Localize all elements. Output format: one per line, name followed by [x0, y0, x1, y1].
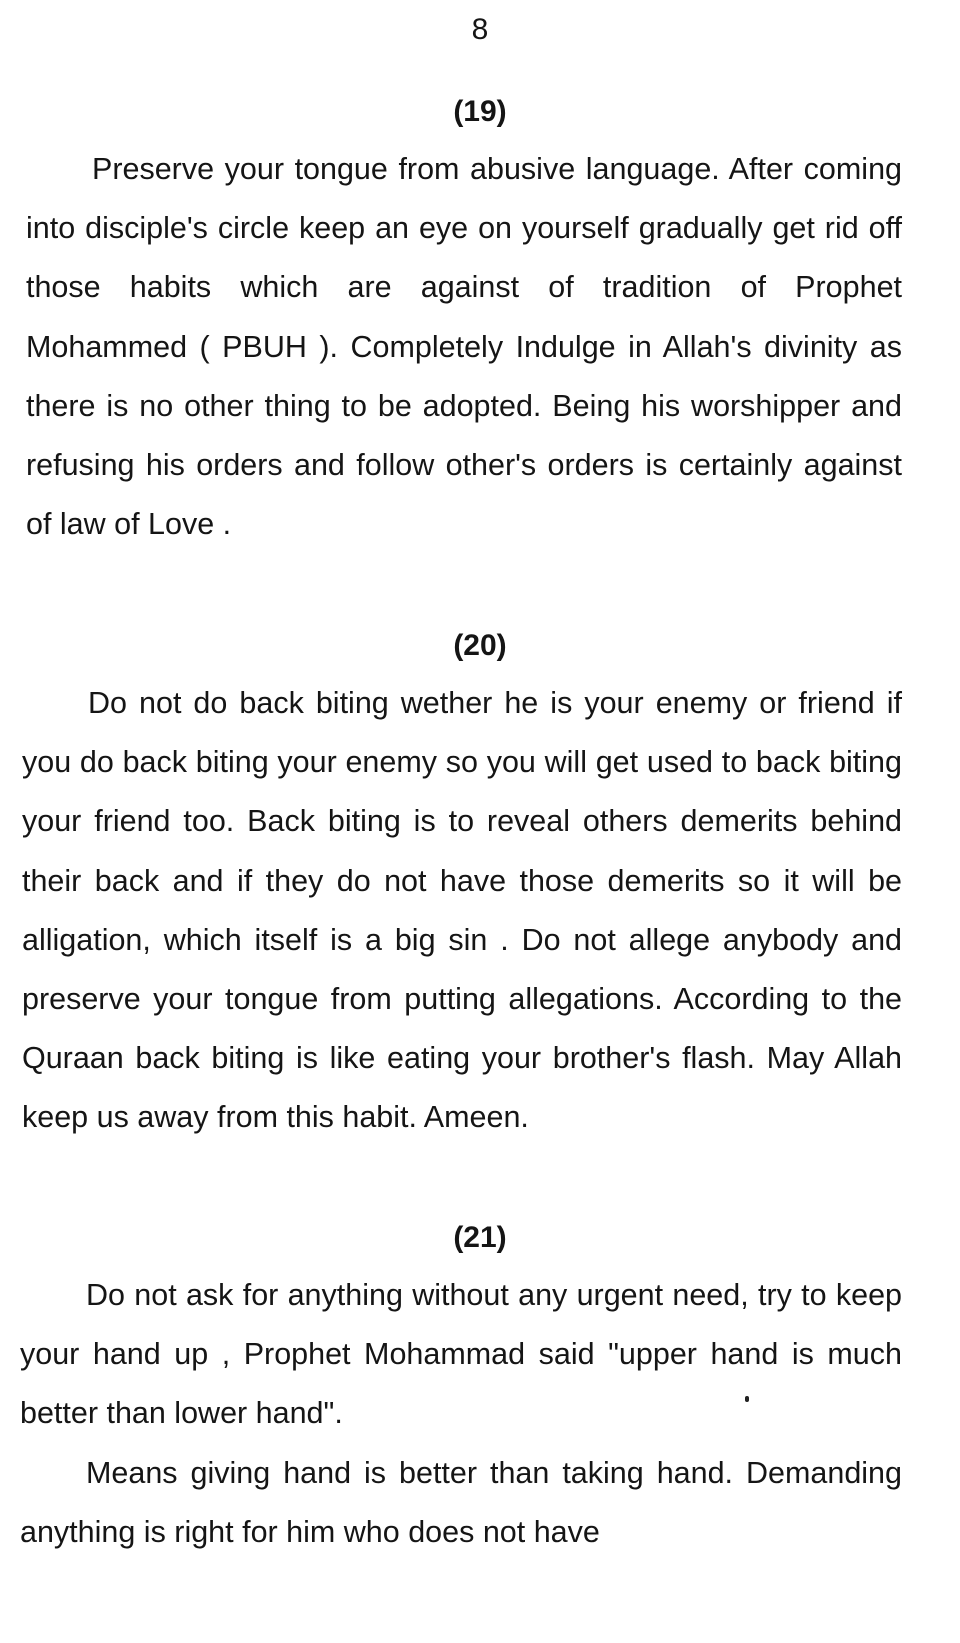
paragraph-20: Do not do back biting wether he is your enemy or friend if you do back biting your enemy so you will get used to back biting your friend too. Back biting is to reveal others demerits behind their back and if they do not have those demerits so it will be alligation, which itself is a big sin . Do not allege anybody and preserve your tongue from putting allegations. According to the Quraan back biting is like eating your brother's flash. May Allah keep us away from this habit. Ameen.	[22, 686, 902, 1135]
section-heading-20: (20)	[453, 629, 507, 662]
paragraph-21a: Do not ask for anything without any urgent need, try to keep your hand up , Prophet Mohammad said "upper hand is much better than lower hand".	[20, 1278, 902, 1431]
scan-speck	[745, 1396, 749, 1402]
page-number: 8	[471, 13, 489, 46]
section-heading-21: (21)	[453, 1221, 507, 1254]
paragraph-19: Preserve your tongue from abusive language. After coming into disciple's circle keep an eye on yourself gradually get rid off those habits which are against of tradition of Prophet Mohammed ( PBUH ). Completely Indulge in Allah's divinity as there is no other thing to be adopted. Being his worshipper and refusing his orders and follow other's orders is certainly against of law of Love .	[26, 152, 902, 542]
section-heading-19: (19)	[453, 95, 507, 128]
paragraph-21b: Means giving hand is better than taking hand. Demanding anything is right for him who does not have	[20, 1456, 902, 1550]
